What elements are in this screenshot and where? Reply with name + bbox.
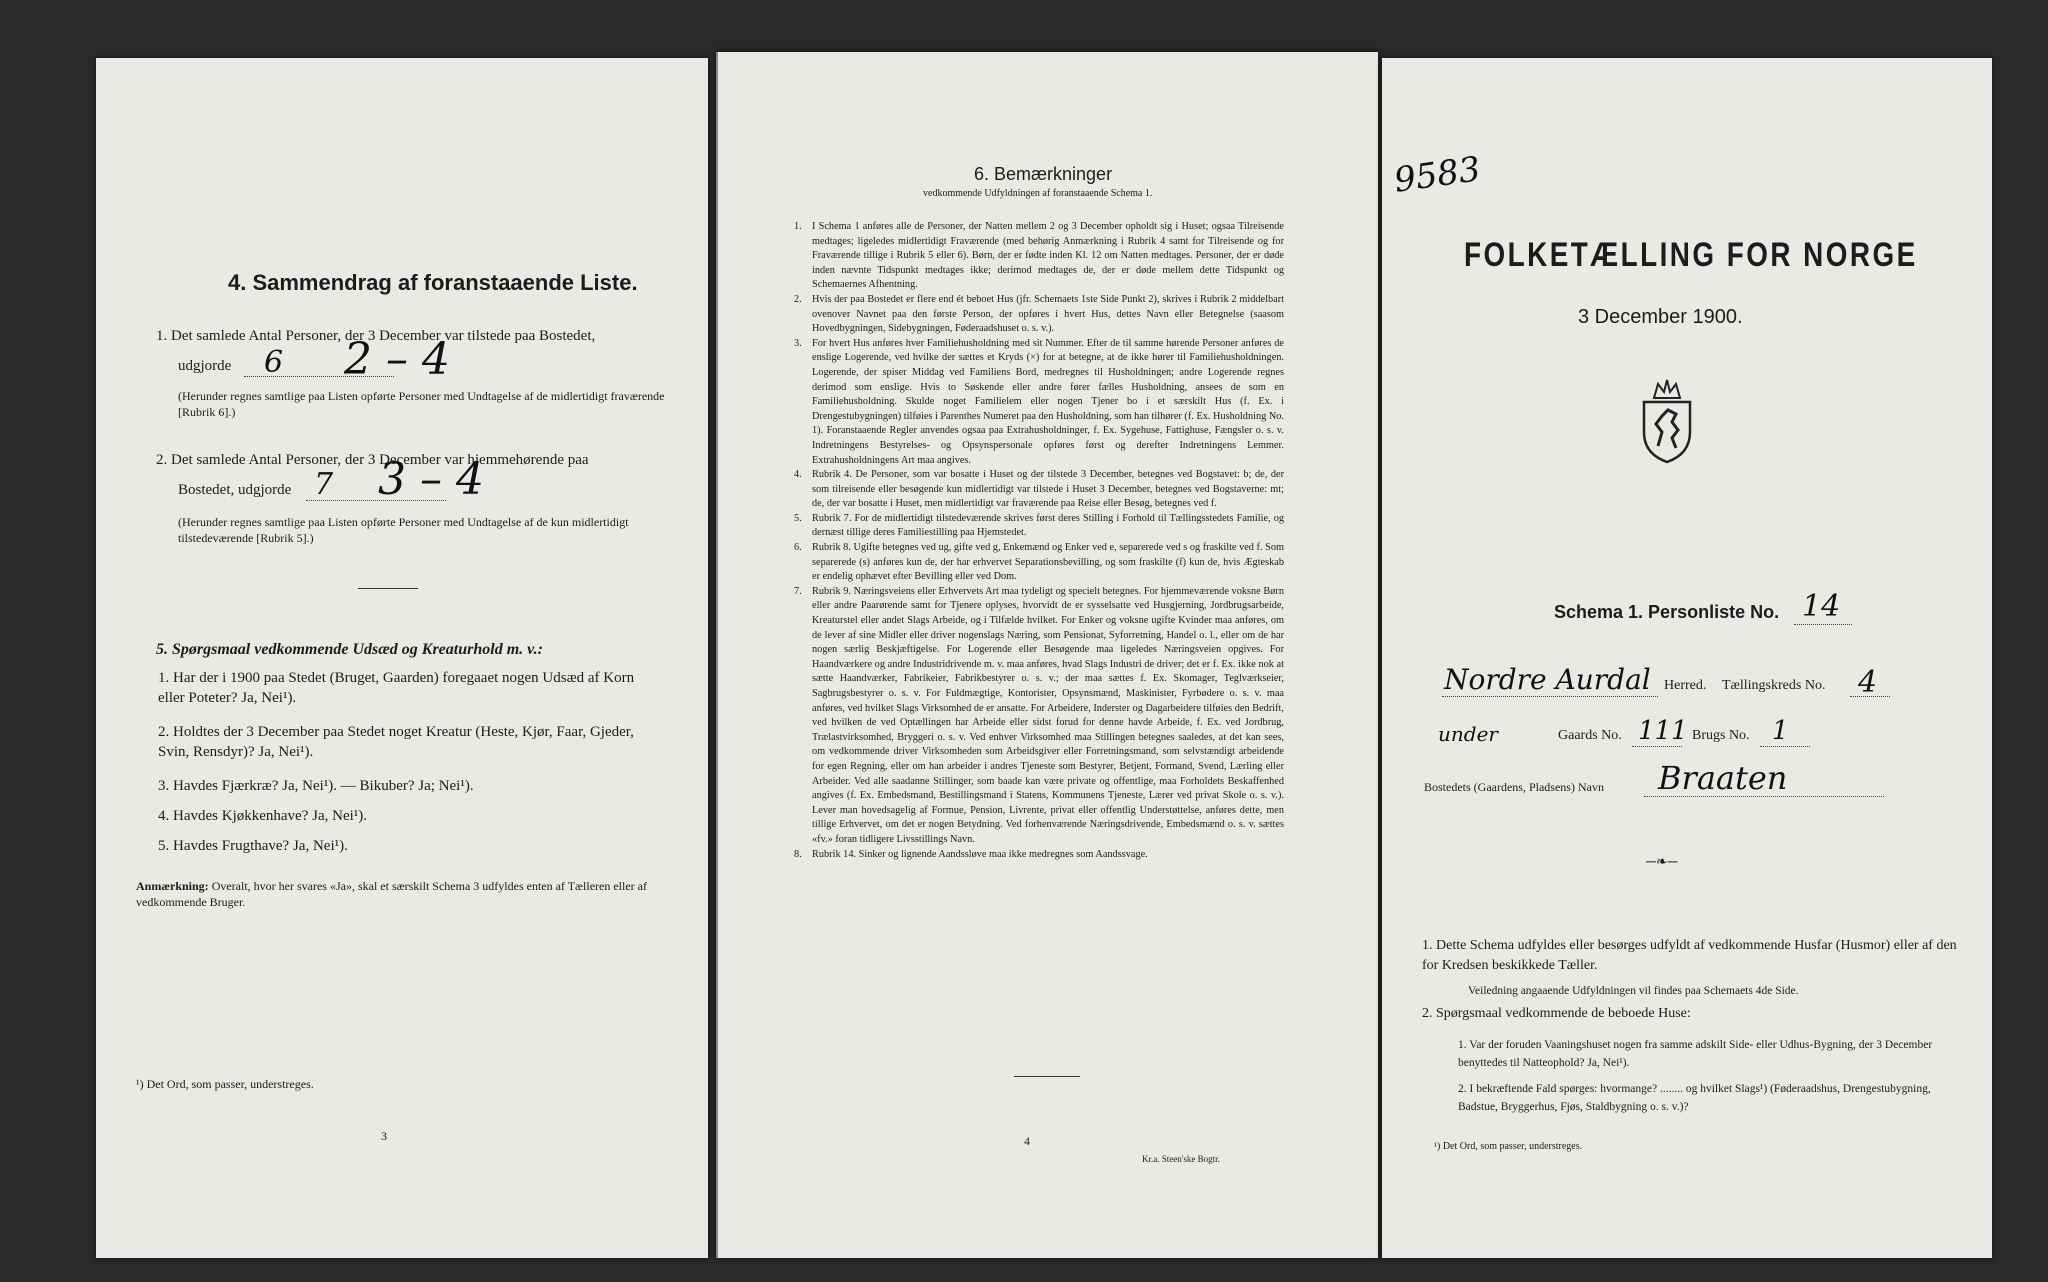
under-value: under (1438, 722, 1498, 746)
item2-line1: 2. Det samlede Antal Personer, der 3 December var hjemmehørende paa (156, 452, 589, 468)
brugs-label: Brugs No. (1692, 728, 1750, 743)
brugs-value: 1 (1772, 716, 1789, 746)
item2-note: (Herunder regnes samtlige paa Listen opførte Personer med Undtagelse af de kun midlertidigt tilstedeværende [Rubrik 5].) (178, 515, 629, 545)
question-3: 3. Havdes Fjærkræ? Ja, Nei¹). — Bikuber? Ja; Nei¹). (158, 778, 474, 794)
question-4: 4. Havdes Kjøkkenhave? Ja, Nei¹). (158, 808, 368, 824)
census-title: FOLKETÆLLING FOR NORGE (1464, 236, 1918, 274)
schema-number: 14 (1802, 589, 1841, 624)
remark-item: 5. Rubrik 7. For de midlertidigt tilstedeværende skrives først deres Stilling i Forhold til Tællingsstedets Familie, og dernæst tillige deres Familiestilling paa Hjemstedet. (794, 512, 1284, 539)
item1-note: (Herunder regnes samtlige paa Listen opførte Personer med Undtagelse af de midlertidigt fraværende [Rubrik 6].) (178, 389, 665, 419)
remarks-title: 6. Bemærkninger (974, 164, 1113, 184)
item1-line1: 1. Det samlede Antal Personer, der 3 December var tilstede paa Bostedet, (156, 328, 596, 344)
gaards-label: Gaards No. (1558, 728, 1622, 743)
question-2: 2. Holdtes der 3 December paa Stedet noget Kreatur (Heste, Kjør, Faar, Gjeder, Svin, Rensdyr)? Ja, Nei¹). (158, 724, 634, 760)
krets-label: Tællingskreds No. (1722, 678, 1826, 693)
remark-item: 2. Hvis der paa Bostedet er flere end ét beboet Hus (jfr. Schemaets 1ste Side Punkt 2), skrives i Rubrik 2 middelbart ovenover Navnet paa den første Person, der opføres i hvert Hus, dettes Navn eller Betegnelse (saasom Hovedbygningen, Sidebygningen, Føderaadshuset o. s. v.). (794, 293, 1284, 335)
question-1: 1. Har der i 1900 paa Stedet (Bruget, Gaarden) foregaaet nogen Udsæd af Korn eller Poteter? Ja, Nei¹). (158, 670, 635, 706)
remark-item: 1. I Schema 1 anføres alle de Personer, der Natten mellem 2 og 3 December opholdt sig i Huset; ogsaa Tilreisende medtages; ligeledes midlertidigt Fraværende (med behørig Anmærkning i Rubrik 4 samt for Tilreisende og for Fraværende tillige i Rubrik 5 eller 6). Børn, der er fødte inden Kl. 12 om Natten medtages. Personer, der er døde inden nævnte Tidspunkt medtages ikke; derimod medtages de, der er døde mellem dette Tidspunkt og Schemaernes Afhentning. (794, 221, 1284, 291)
schema-label: Schema 1. Personliste No. (1554, 602, 1780, 622)
printer-mark: Kr.a. Steen'ske Bogtr. (1142, 1154, 1220, 1164)
remark-item: 8. Rubrik 14. Sinker og lignende Aandssløve maa ikke medregnes som Aandssvage. (794, 848, 1148, 860)
ornament-icon: ─❧─ (1646, 855, 1678, 870)
item2-label: Bostedet, udgjorde (178, 482, 292, 498)
page-number: 4 (1024, 1134, 1030, 1148)
item1-value1: 6 (264, 345, 284, 380)
section4-title: 4. Sammendrag af foranstaaende Liste. (228, 270, 638, 295)
remark-item: 7. Rubrik 9. Næringsveiens eller Erhvervets Art maa tydeligt og specielt betegnes. For hjemmeværende voksne Børn eller andre Paarørende samt for Tjenere oplyses, hvorvidt de er sysselsatte ved Husgjerning, Jordbrugsarbeide, Kreaturstel eller andet Slags Arbeide, og i Tilfælde hvilket. For Enker og voksne ugifte Kvinder maa anføres, om de lever af sine Midler eller driver nogenslags Næring, som Pensionat, Syforretning, Handel o. l., eller om de har nogen særlig Beskjæftigelse. For Logerende eller Besøgende maa ligeledes Næringsveien opgives. For Haandværkere og andre Industridrivende m. v. maa anføres, hvad Slags Industri de driver; det er f. Ex. ikke nok at sætte Haandværker, Fabrikeier, Fabrikbestyrer o. s. v.; der maa sættes f. Ex. Skomager, Teglværkseier, Sagbrugsbestyrer o. s. v. For Fuldmægtige, Kontorister, Opsynsmænd, Maskinister, Fyrbødere o. s. v. maa anføres, ved hvilket Slags Virksomhed de er ansatte. For Arbeidere, Inderster og Dagarbeidere tilføies den Bedrift, ved hvilken de ved Optællingen har Arbeide eller sidst forud for denne havde Arbeide, f. Ex. ved Jordbrug, Trælastvirksomhed, Bryggeri o. s. v. Ved enhver Virksomhed maa Stillingen betegnes saaledes, at det kan sees, om vedkommende driver Virksomheden som Arbeidsgiver eller Forretningsmand, som selvstændigt arbeidende for egen Regning, eller om han arbeider i andres Tjeneste som Bestyrer, Betjent, Formand, Svend, Lærling eller Arbeider. Ved alle saadanne Stillinger, som baade kan være private og offentlige, maa Forholdets Beskaffenhed angives (f. Ex. Embedsmand, Bestillingsmand i Statens, Kommunens Tjeneste, Lærer ved privat Skole o. s. v.). Lever man hovedsagelig af Formue, Pension, Livrente, privat eller offentlig Understøttelse, anføres dette, men tillige Erhvervet, om det er nogen Betydning. Ved forhenværende Næringsdrivende, Embedsmænd o. s. v. sættes «fv.» foran tidligere Livsstillings Navn. (794, 585, 1284, 845)
footnote: ¹) Det Ord, som passer, understreges. (1434, 1141, 1583, 1152)
instruction-2-q2: 2. I bekræftende Fald spørges: hvormange? ........ og hvilket Slags¹) (Føderaadshus, Drengestubygning, Badstue, Bryggerhus, Fjøs, Staldbygning o. s. v.)? (1458, 1083, 1931, 1113)
page-left (96, 58, 708, 1258)
gaards-value: 111 (1638, 716, 1688, 746)
page-number: 3 (381, 1129, 387, 1143)
remark-item: 3. For hvert Hus anføres hver Familiehusholdning med sit Nummer. Efter de til samme hørende Personer anføres de enslige Logerende, ved hvilke der sættes et Kryds (×) for at betegne, at de ikke hører til Familiehusholdningen. Logerende, der spiser Middag ved Familiens Bord, medregnes til Husholdningen; andre Logerende regnes derimod som enslige. Hvis to Søskende eller andre fører fælles Husholdning, ansees de som en Familiehusholdning. Skulde noget Familielem eller nogen Tjener bo i et særskilt Hus (f. Ex. i Drengestubygningen) tilføies i Parenthes Numeret paa den Husholdning, som han tilhører (f. Ex. Husholdning No. 1). Foranstaaende Regler anvendes ogsaa paa Extrahusholdninger, f. Ex. Sygehuse, Fattighuse, Fængsler o. s. v. Indretningens Bestyrelses- og Opsynspersonale opføres først og derefter Indretningens Lemmer. Extrahusholdningens Art maa angives. (794, 337, 1284, 466)
census-date: 3 December 1900. (1578, 306, 1743, 328)
bosted-value: Braaten (1658, 759, 1788, 797)
note-label: Anmærkning: (136, 879, 209, 893)
bosted-label: Bostedets (Gaardens, Pladsens) Navn (1424, 780, 1604, 794)
page-middle (716, 52, 1378, 1258)
herred-value: Nordre Aurdal (1444, 663, 1651, 696)
item2-value1: 7 (314, 467, 334, 502)
item2-value2: 3 – 4 (378, 454, 484, 505)
remark-item: 6. Rubrik 8. Ugifte betegnes ved ug, gifte ved g, Enkemænd og Enker ved e, separerede ved s og fraskilte ved f. Som separerede (s) anføres kun de, der har erhvervet Separationsbevilling, og som fraskilte (f) kun de, hvis Ægteskab er endelig ophævet efter Bevilling eller ved Dom. (794, 542, 1284, 583)
krets-value: 4 (1858, 665, 1878, 700)
note-text: Overalt, hvor her svares «Ja», skal et særskilt Schema 3 udfyldes enten af Tælleren eller af vedkommende Bruger. (136, 879, 647, 909)
remarks-list (794, 220, 1284, 862)
archive-number: 9583 (1391, 149, 1483, 201)
remarks-subtitle: vedkommende Udfyldningen af foranstaaende Schema 1. (923, 188, 1153, 199)
instruction-2: 2. Spørgsmaal vedkommende de beboede Huse: (1422, 1006, 1691, 1021)
herred-label: Herred. (1664, 678, 1707, 693)
coat-of-arms-icon (1632, 376, 1702, 466)
remark-item: 4. Rubrik 4. De Personer, som var bosatte i Huset og der tilstede 3 December, betegnes ved Bogstavet: b; de, der som tilreisende eller besøgende kun midlertidigt var tilstede i Huset 3 December, betegnes ved Bogstaverne: mt; de, der var bosatte i Huset, men midlertidigt var fraværende paa Reise eller Besøg, betegnes ved f. (794, 469, 1284, 510)
instruction-2-q1: 1. Var der foruden Vaaningshuset nogen fra samme adskilt Side- eller Udhus-Bygning, der 3 December benyttedes til Natteophold? Ja, Nei¹). (1458, 1039, 1933, 1069)
item1-value2: 2 – 4 (344, 334, 450, 385)
footnote: ¹) Det Ord, som passer, understreges. (136, 1077, 314, 1091)
instruction-1: 1. Dette Schema udfyldes eller besørges udfyldt af vedkommende Husfar (Husmor) eller af den for Kredsen beskikkede Tæller. (1422, 938, 1957, 973)
question-5: 5. Havdes Frugthave? Ja, Nei¹). (158, 838, 348, 854)
section5-title: 5. Spørgsmaal vedkommende Udsæd og Kreaturhold m. v.: (156, 641, 543, 658)
instruction-1-sub: Veiledning angaaende Udfyldningen vil findes paa Schemaets 4de Side. (1468, 985, 1799, 997)
item1-label: udgjorde (178, 358, 232, 374)
page-right (1382, 58, 1992, 1258)
